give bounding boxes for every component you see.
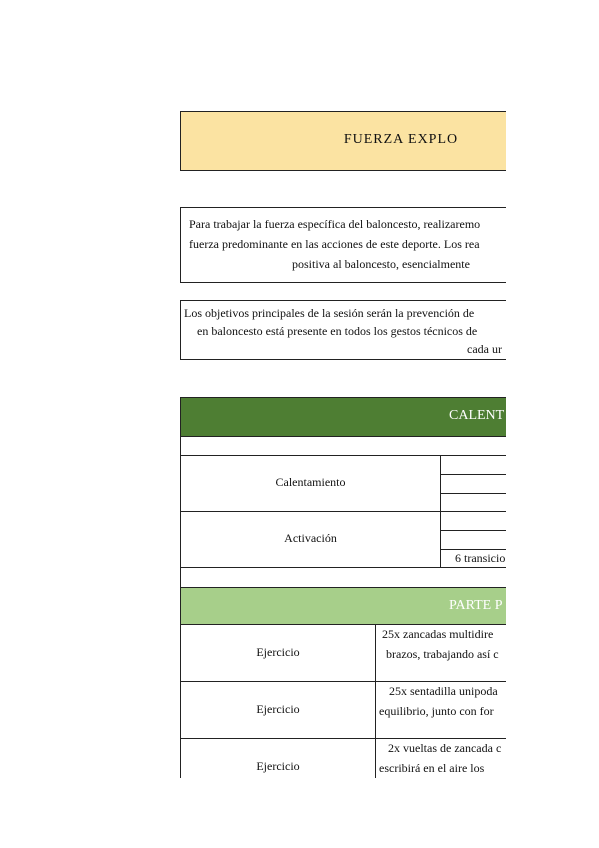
warmup-detail-cell-1 bbox=[440, 455, 506, 475]
exercise-desc-cell bbox=[375, 624, 506, 682]
main-part-header bbox=[180, 587, 506, 625]
warmup-detail-cell-3 bbox=[440, 493, 506, 512]
exercise-desc-line-1: 25x zancadas multidire bbox=[382, 627, 494, 641]
activation-note: 6 transicio bbox=[455, 551, 506, 565]
exercise-desc-line-1: 2x vueltas de zancada c bbox=[388, 741, 502, 755]
objectives-line-3: cada ur bbox=[467, 342, 502, 356]
warmup-label: Calentamiento bbox=[275, 475, 346, 489]
activation-detail-cell-2 bbox=[440, 530, 506, 550]
intro-line-3: positiva al baloncesto, esencialmente bbox=[292, 257, 470, 271]
warmup-header-text: CALENT bbox=[449, 408, 505, 423]
objectives-line-1: Los objetivos principales de la sesión serán la prevención de bbox=[184, 306, 475, 320]
exercise-desc-line-2: brazos, trabajando así c bbox=[386, 647, 499, 661]
activation-label: Activación bbox=[284, 531, 337, 545]
activation-label-cell bbox=[180, 511, 441, 568]
objectives-line-2: en baloncesto está presente en todos los gestos técnicos de bbox=[197, 324, 478, 338]
page-bottom-mask bbox=[0, 778, 506, 848]
warmup-detail-cell-2 bbox=[440, 474, 506, 494]
title-banner bbox=[180, 111, 506, 171]
warmup-label-cell bbox=[180, 455, 441, 512]
intro-line-1: Para trabajar la fuerza específica del baloncesto, realizaremo bbox=[189, 217, 481, 231]
exercise-label: Ejercicio bbox=[256, 702, 300, 716]
exercise-label-cell bbox=[180, 681, 376, 739]
main-part-header-text: PARTE P bbox=[449, 598, 503, 613]
exercise-label-cell bbox=[180, 624, 376, 682]
exercise-desc-line-2: equilibrio, junto con for bbox=[379, 704, 494, 718]
exercise-desc-line-2: escribirá en el aire los bbox=[379, 761, 485, 775]
activation-detail-cell-3 bbox=[440, 549, 506, 568]
warmup-header bbox=[180, 397, 506, 437]
exercise-label: Ejercicio bbox=[256, 759, 300, 773]
exercise-desc-cell bbox=[375, 681, 506, 739]
objectives-paragraph bbox=[180, 300, 506, 360]
page-title: FUERZA EXPLO bbox=[343, 132, 459, 147]
main-spacer-row bbox=[180, 567, 506, 588]
intro-paragraph bbox=[180, 207, 506, 283]
warmup-spacer-row bbox=[180, 436, 506, 456]
intro-line-2: fuerza predominante en las acciones de este deporte. Los rea bbox=[189, 237, 480, 251]
exercise-desc-line-1: 25x sentadilla unipoda bbox=[389, 684, 498, 698]
exercise-label: Ejercicio bbox=[256, 645, 300, 659]
activation-detail-cell-1 bbox=[440, 511, 506, 531]
